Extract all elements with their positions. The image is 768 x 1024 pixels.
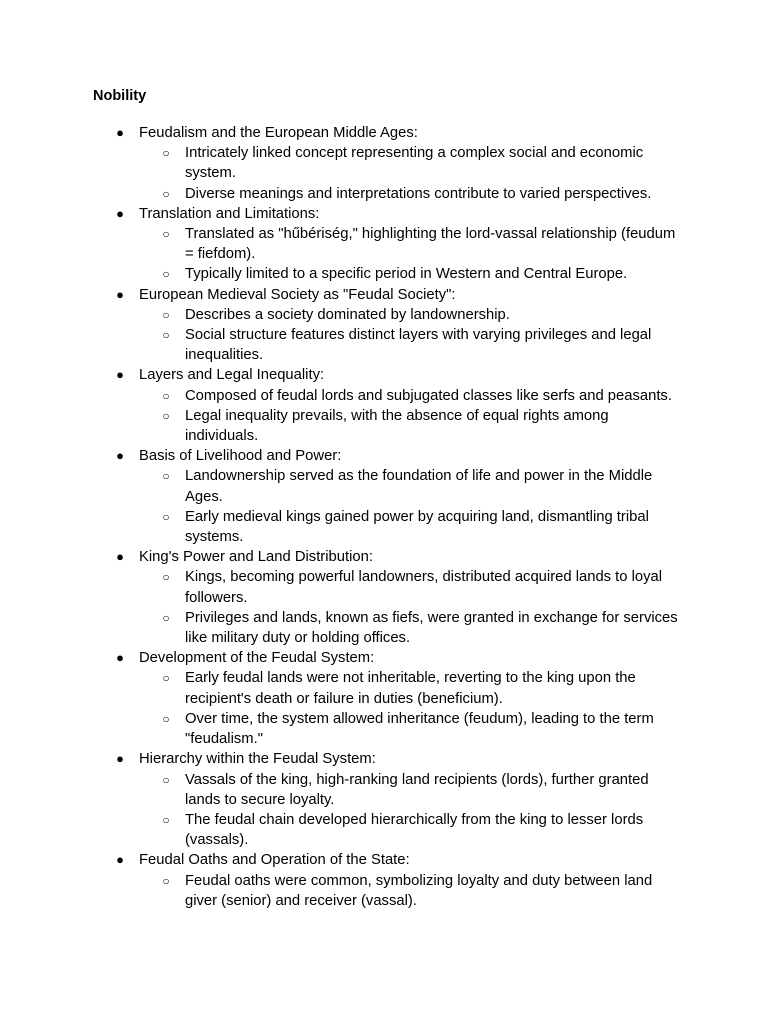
filled-bullet-icon: ● [116, 125, 124, 140]
section-heading: Hierarchy within the Feudal System: [139, 751, 376, 768]
sub-point-text: Typically limited to a specific period in Western and Central Europe. [185, 266, 628, 283]
filled-bullet-icon: ● [116, 286, 124, 302]
sub-point-text: Composed of feudal lords and subjugated classes like serfs and peasants. [185, 387, 672, 404]
sub-point [139, 325, 679, 365]
sub-list [139, 224, 679, 285]
hollow-bullet-icon: ○ [162, 186, 170, 201]
filled-bullet-icon: ● [116, 650, 124, 666]
hollow-bullet-icon: ○ [162, 671, 170, 686]
section-item [0, 204, 679, 285]
sub-list [139, 668, 679, 749]
sub-point-text: Over time, the system allowed inheritance (feudum), leading to the term "feudalism." [185, 710, 654, 748]
hollow-bullet-icon: ○ [162, 469, 170, 484]
filled-bullet-icon: ● [116, 852, 124, 868]
outline-list [0, 123, 768, 911]
section-item [0, 648, 679, 749]
sub-point [139, 143, 679, 183]
sub-point [139, 386, 679, 406]
sub-point-text: Diverse meanings and interpretations contribute to varied perspectives. [185, 185, 652, 202]
section-item [0, 285, 679, 366]
sub-point [139, 709, 679, 749]
filled-bullet-icon: ● [116, 448, 124, 464]
sub-list [139, 305, 679, 366]
sub-point [139, 466, 679, 506]
section-item [0, 547, 679, 648]
sub-point [139, 305, 679, 325]
hollow-bullet-icon: ○ [162, 772, 170, 787]
sub-list [139, 567, 679, 648]
sub-point [139, 608, 679, 648]
sub-point-text: Privileges and lands, known as fiefs, were granted in exchange for services like military duty or holding offices. [185, 609, 678, 647]
sub-point-text: Kings, becoming powerful landowners, distributed acquired lands to loyal followers. [185, 569, 663, 606]
section-item [0, 365, 679, 446]
section-heading: European Medieval Society as "Feudal Society": [139, 286, 456, 303]
sub-point-text: Early feudal lands were not inheritable, reverting to the king upon the recipient's death or failure in duties (beneficium). [185, 670, 636, 707]
section-heading: Feudal Oaths and Operation of the State: [139, 852, 410, 869]
hollow-bullet-icon: ○ [162, 812, 170, 827]
section-heading: Development of the Feudal System: [139, 650, 375, 667]
sub-point [139, 810, 679, 850]
sub-point-text: Legal inequality prevails, with the absence of equal rights among individuals. [185, 407, 609, 445]
sub-point-text: Landownership served as the foundation of life and power in the Middle Ages. [185, 468, 653, 505]
sub-point [139, 871, 679, 911]
sub-point [139, 507, 679, 547]
section-heading: Translation and Limitations: [139, 205, 320, 222]
sub-point-text: Social structure features distinct layers with varying privileges and legal inequalities. [185, 327, 652, 364]
hollow-bullet-icon: ○ [162, 267, 170, 282]
hollow-bullet-icon: ○ [162, 873, 170, 888]
sub-point [139, 770, 679, 810]
hollow-bullet-icon: ○ [162, 227, 170, 242]
sub-list [139, 466, 679, 547]
sub-point-text: Describes a society dominated by landownership. [185, 306, 510, 323]
sub-point [139, 406, 679, 446]
section-heading: King's Power and Land Distribution: [139, 549, 373, 566]
sub-point [139, 264, 679, 284]
sub-point [139, 184, 679, 204]
hollow-bullet-icon: ○ [162, 570, 170, 585]
section-item [0, 123, 679, 204]
section-item [0, 850, 679, 911]
sub-list [139, 871, 679, 911]
sub-point [139, 224, 679, 264]
hollow-bullet-icon: ○ [162, 509, 170, 524]
section-heading: Layers and Legal Inequality: [139, 367, 325, 384]
sub-point-text: Vassals of the king, high-ranking land recipients (lords), further granted lands to secure loyalty. [185, 771, 649, 808]
sub-list [139, 770, 679, 851]
hollow-bullet-icon: ○ [162, 610, 170, 625]
hollow-bullet-icon: ○ [162, 146, 170, 161]
sub-point [139, 668, 679, 708]
sub-list [139, 386, 679, 447]
sub-point-text: Feudal oaths were common, symbolizing loyalty and duty between land giver (senior) and receiver (vassal). [185, 872, 653, 909]
sub-point-text: Early medieval kings gained power by acquiring land, dismantling tribal systems. [185, 508, 649, 546]
filled-bullet-icon: ● [116, 751, 124, 767]
page-title: Nobility [93, 88, 147, 104]
hollow-bullet-icon: ○ [162, 711, 170, 726]
sub-point-text: The feudal chain developed hierarchically from the king to lesser lords (vassals). [185, 811, 644, 849]
filled-bullet-icon: ● [116, 367, 124, 383]
hollow-bullet-icon: ○ [162, 408, 170, 423]
section-heading: Feudalism and the European Middle Ages: [139, 125, 418, 141]
sub-point-text: Translated as "hűbériség," highlighting the lord-vassal relationship (feudum = fiefdom). [185, 226, 676, 263]
filled-bullet-icon: ● [116, 205, 124, 221]
sub-list [139, 143, 679, 204]
sub-point-text: Intricately linked concept representing a complex social and economic system. [185, 145, 644, 182]
filled-bullet-icon: ● [116, 549, 124, 565]
hollow-bullet-icon: ○ [162, 388, 170, 403]
hollow-bullet-icon: ○ [162, 328, 170, 343]
sub-point [139, 567, 679, 607]
section-heading: Basis of Livelihood and Power: [139, 448, 342, 465]
section-item [0, 446, 679, 547]
section-item [0, 749, 679, 850]
hollow-bullet-icon: ○ [162, 307, 170, 322]
